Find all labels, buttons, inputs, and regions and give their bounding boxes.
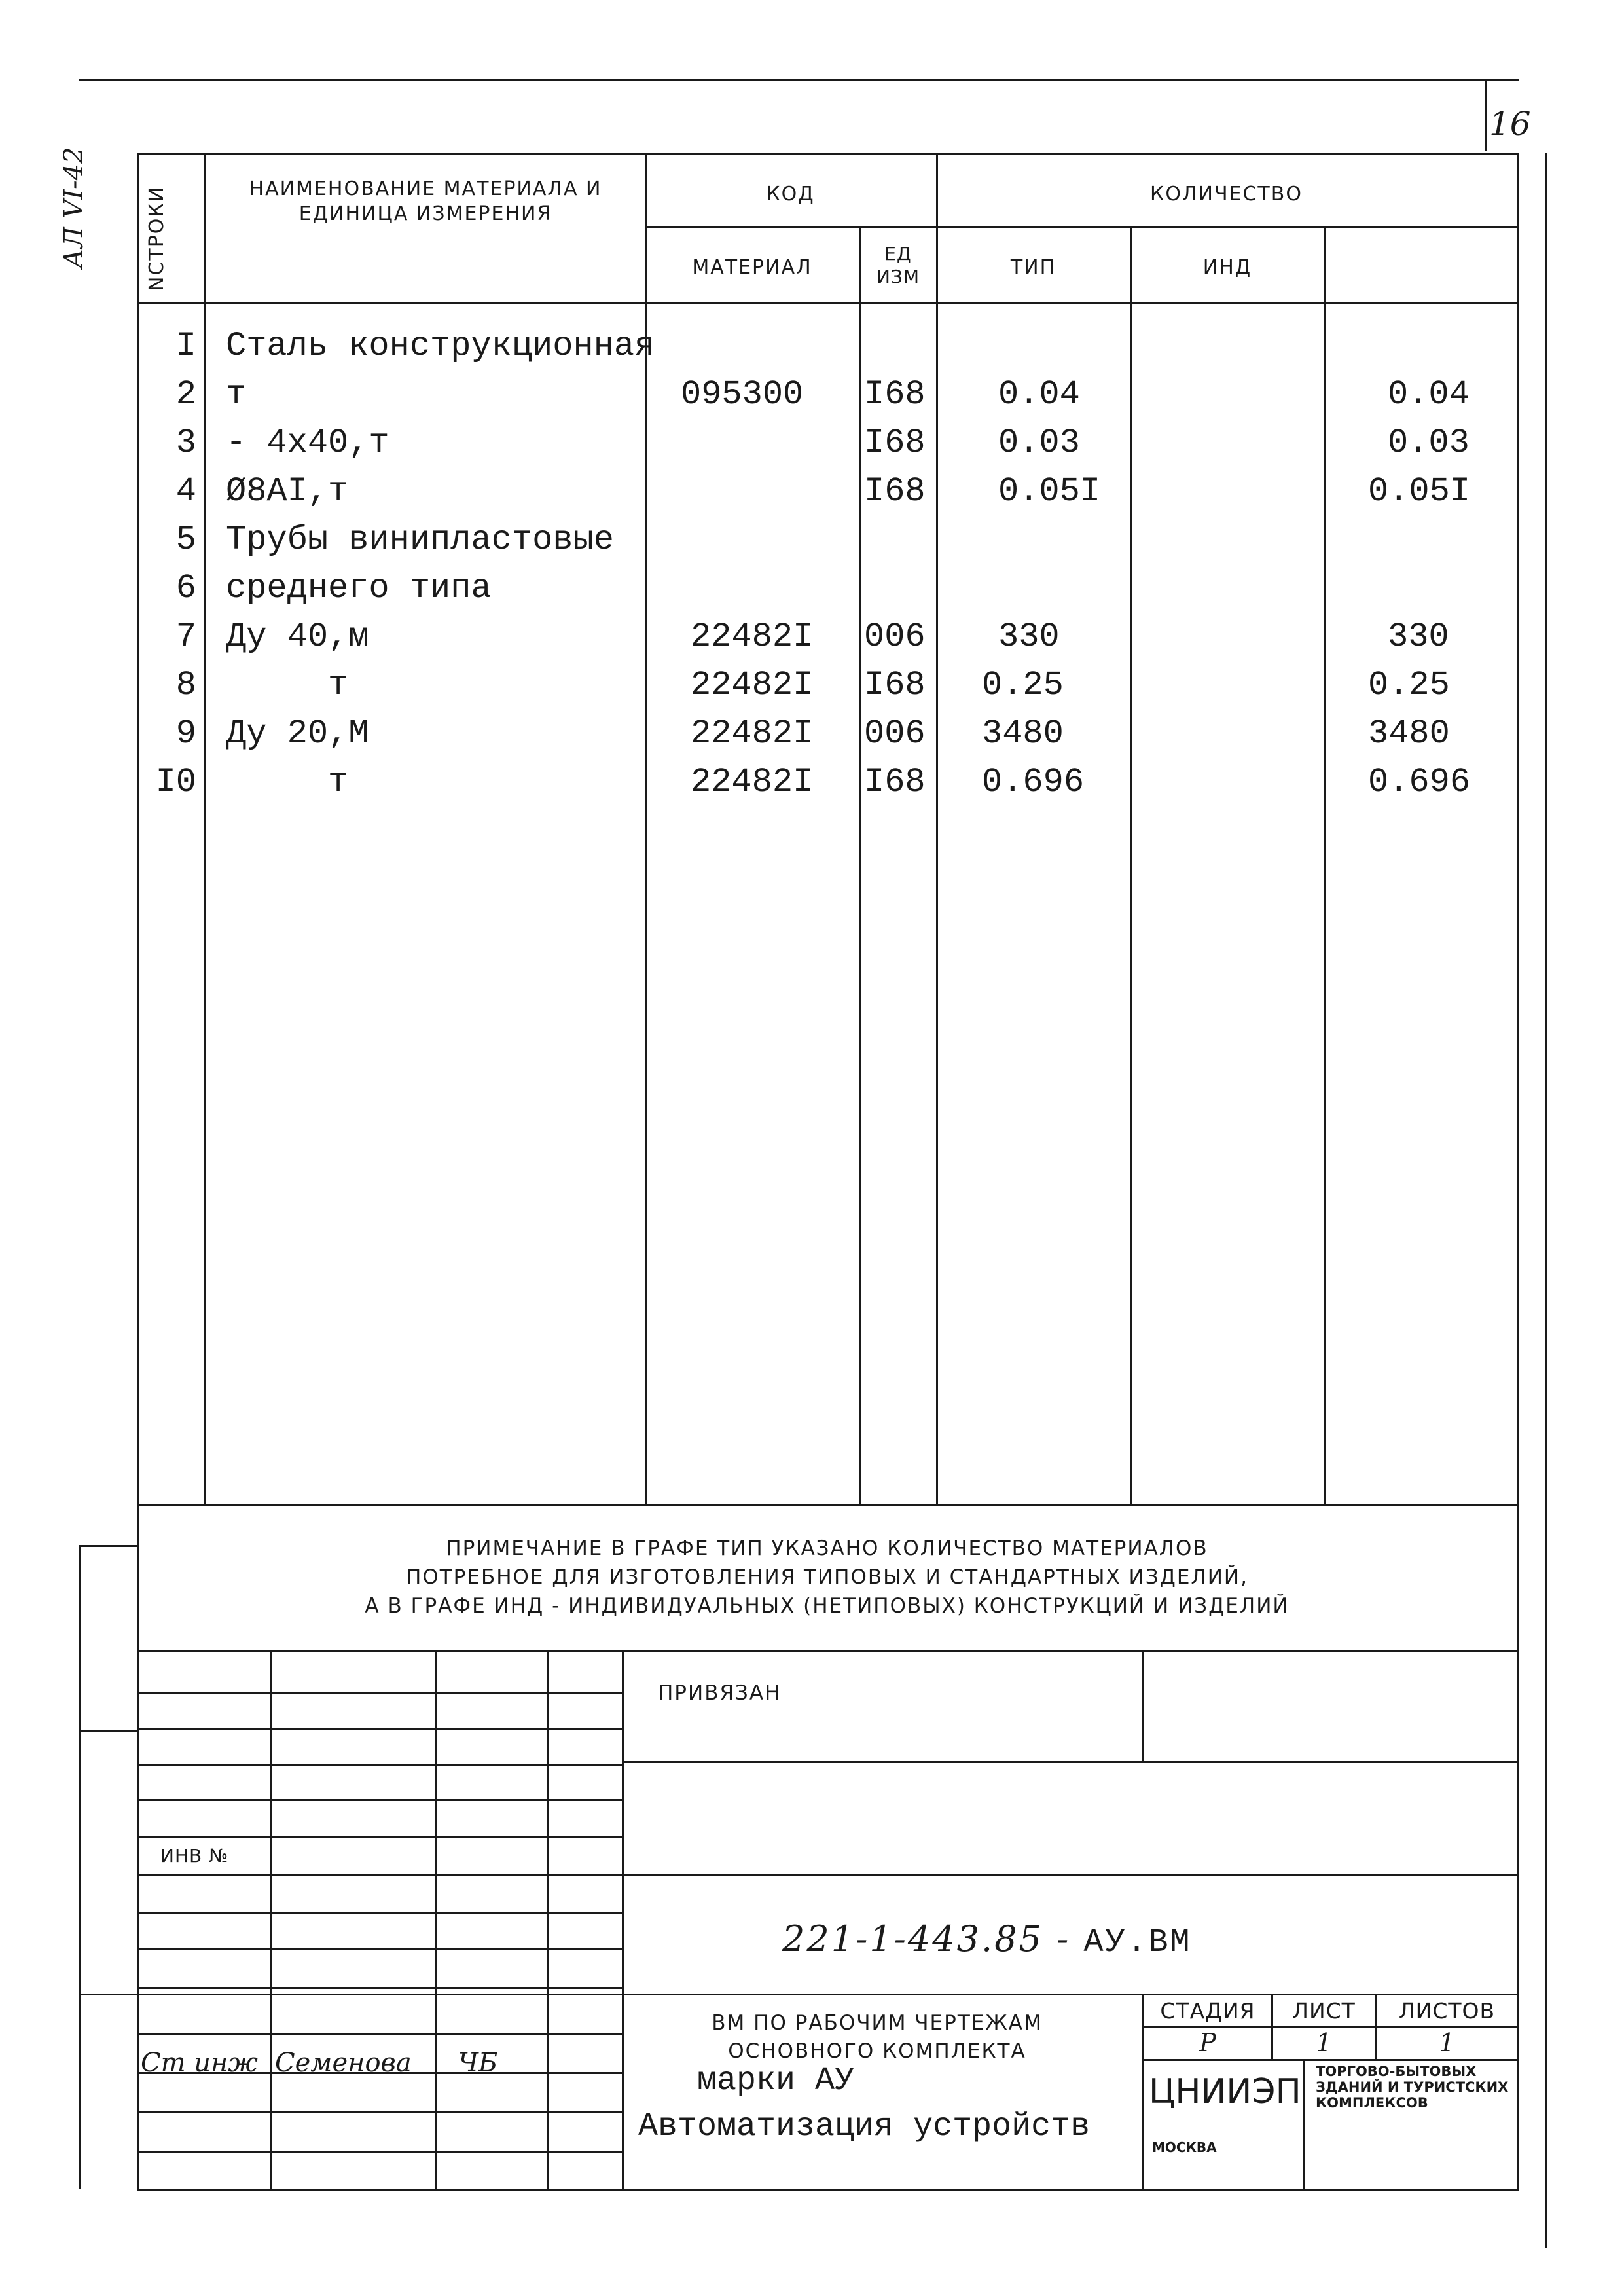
- header-row-no: NСТРОКИ: [145, 185, 168, 291]
- document-code-suffix: АУ.ВМ: [1083, 1924, 1192, 1961]
- page-number-box: [1485, 79, 1487, 151]
- title-line-3: марки АУ: [697, 2062, 855, 2100]
- stamp-row: [137, 1692, 623, 1694]
- row-name: Ду 20,М: [226, 714, 369, 753]
- signer-surname: Семенова: [275, 2048, 412, 2078]
- row-unit: 006: [864, 617, 926, 656]
- top-rule: [79, 79, 1519, 81]
- frame-right: [1517, 153, 1519, 2189]
- row-name: - 4x40,т: [226, 424, 389, 462]
- row-unit: I68: [864, 472, 926, 511]
- stamp-row: [137, 1836, 623, 1838]
- row-name: т: [226, 666, 349, 704]
- margin-rule-1: [79, 1545, 139, 1547]
- row-number: 6: [175, 569, 196, 608]
- inv-no-label: ИНВ №: [160, 1845, 229, 1867]
- row-unit: 006: [864, 714, 926, 753]
- row-total: 0.696: [1368, 763, 1471, 801]
- sheet-label: ЛИСТ: [1292, 1998, 1356, 2024]
- header-name: НАИМЕНОВАНИЕ МАТЕРИАЛА И ЕДИНИЦА ИЗМЕРЕНИЯ: [249, 177, 602, 225]
- row-name: т: [226, 763, 349, 801]
- row-number: 2: [175, 375, 196, 414]
- header-typ: ТИП: [1010, 256, 1056, 279]
- stage-value-rule: [1142, 2059, 1519, 2061]
- document-code-handwritten: 221-1-443.85 -: [782, 1918, 1071, 1959]
- margin-rule-3: [79, 1994, 139, 1995]
- row-unit: I68: [864, 763, 926, 801]
- stamp-col-3: [547, 1650, 549, 2189]
- stamp-row: [137, 1987, 623, 1989]
- title-line-2: ОСНОВНОГО КОМПЛЕКТА: [728, 2039, 1026, 2063]
- header-unit: ЕД ИЗМ: [876, 243, 920, 287]
- row-typ: 0.04: [998, 375, 1080, 414]
- row-number: 8: [175, 666, 196, 704]
- stamp-col-2: [435, 1650, 437, 2189]
- signature: ЧБ: [458, 2048, 498, 2078]
- header-quantity: КОЛИЧЕСТВО: [1150, 183, 1303, 206]
- row-unit: I68: [864, 375, 926, 414]
- row-typ: 330: [998, 617, 1060, 656]
- row-material: 22482I: [691, 666, 814, 704]
- stamp-row-full: [137, 1994, 1519, 1995]
- col-rule-1: [204, 153, 206, 1504]
- side-code: АЛ VI-42: [59, 147, 89, 268]
- row-unit: I68: [864, 666, 926, 704]
- note-line-1: ПРИМЕЧАНИЕ В ГРАФЕ ТИП УКАЗАНО КОЛИЧЕСТВО МАТЕРИАЛОВ: [446, 1537, 1208, 1560]
- privyazan-label: ПРИВЯЗАН: [658, 1681, 782, 1705]
- frame-left: [137, 153, 139, 2189]
- row-typ: 0.696: [982, 763, 1085, 801]
- title-line-4: Автоматизация устройств: [638, 2108, 1091, 2145]
- stamp-row: [137, 2111, 623, 2113]
- row-total: 0.03: [1388, 424, 1470, 462]
- sheets-label: ЛИСТОВ: [1398, 1998, 1496, 2024]
- col-rule-3: [859, 226, 861, 1504]
- row-unit: I68: [864, 424, 926, 462]
- title-line-1: ВМ ПО РАБОЧИМ ЧЕРТЕЖАМ: [712, 2011, 1043, 2035]
- org-description: ТОРГОВО-БЫТОВЫХ ЗДАНИЙ И ТУРИСТСКИХ КОМПЛЕКСОВ: [1316, 2064, 1509, 2111]
- stamp-row: [137, 1764, 623, 1766]
- row-material: 095300: [681, 375, 804, 414]
- sheet-value: 1: [1316, 2028, 1332, 2057]
- col-rule-4: [936, 153, 938, 1504]
- stage-value: Р: [1199, 2028, 1216, 2057]
- col-rule-6: [1324, 226, 1326, 1504]
- row-total: 0.25: [1368, 666, 1450, 704]
- sheets-value: 1: [1439, 2028, 1455, 2057]
- org-city: МОСКВА: [1152, 2140, 1217, 2155]
- header-ind: ИНД: [1202, 256, 1252, 279]
- row-number: 3: [175, 424, 196, 462]
- row-name: Ø8AI,т: [226, 472, 349, 511]
- col-rule-5: [1130, 226, 1132, 1504]
- row-typ: 0.03: [998, 424, 1080, 462]
- row-number: I0: [155, 763, 196, 801]
- margin-rule-2: [79, 1730, 139, 1732]
- stamp-row: [137, 2151, 623, 2153]
- row-number: I: [175, 327, 196, 365]
- row-name: Ду 40,м: [226, 617, 369, 656]
- note-top-rule: [137, 1504, 1519, 1506]
- stamp-col-1: [270, 1650, 272, 2189]
- signer-role: Ст инж: [141, 2048, 258, 2078]
- stamp-top-rule: [137, 1650, 1519, 1652]
- row-name: Сталь конструкционная: [226, 327, 655, 365]
- stamp-row: [137, 1948, 623, 1950]
- row-typ: 0.05I: [998, 472, 1101, 511]
- stage-label: СТАДИЯ: [1160, 1998, 1255, 2024]
- stamp-row-full: [137, 1874, 1519, 1876]
- outer-margin-line: [1545, 153, 1547, 2248]
- row-total: 330: [1388, 617, 1449, 656]
- row-material: 22482I: [691, 714, 814, 753]
- note-line-2: ПОТРЕБНОЕ ДЛЯ ИЗГОТОВЛЕНИЯ ТИПОВЫХ И СТАНДАРТНЫХ ИЗДЕЛИЙ,: [406, 1565, 1248, 1589]
- stamp-row: [137, 1912, 623, 1914]
- stamp-bottom-rule: [137, 2189, 1519, 2191]
- stamp-col-4: [622, 1650, 624, 2189]
- header-bottom-rule: [137, 302, 1519, 304]
- stamp-row: [137, 1728, 623, 1730]
- row-name: среднего типа: [226, 569, 492, 608]
- row-typ: 3480: [982, 714, 1064, 753]
- header-material: МАТЕРИАЛ: [692, 256, 812, 279]
- row-number: 4: [175, 472, 196, 511]
- row-material: 22482I: [691, 617, 814, 656]
- row-name: т: [226, 375, 247, 414]
- frame-top: [137, 153, 1519, 155]
- stamp-row: [137, 2033, 623, 2035]
- row-number: 9: [175, 714, 196, 753]
- privyazan-divider: [1142, 1650, 1144, 1762]
- org-name: ЦНИИЭП: [1149, 2072, 1301, 2111]
- row-material: 22482I: [691, 763, 814, 801]
- row-number: 5: [175, 520, 196, 559]
- row-total: 3480: [1368, 714, 1450, 753]
- row-total: 0.05I: [1368, 472, 1471, 511]
- row-typ: 0.25: [982, 666, 1064, 704]
- header-sub-rule: [645, 226, 1519, 228]
- org-divider: [1303, 2059, 1305, 2189]
- header-code: КОД: [766, 183, 815, 206]
- row-name: Трубы винипластовые: [226, 520, 614, 559]
- page-number: 16: [1489, 105, 1531, 143]
- document-code: [782, 1918, 1191, 1961]
- privyazan-bottom-rule: [622, 1761, 1519, 1763]
- note-line-3: А В ГРАФЕ ИНД - ИНДИВИДУАЛЬНЫХ (НЕТИПОВЫХ) КОНСТРУКЦИЙ И ИЗДЕЛИЙ: [365, 1594, 1290, 1618]
- row-total: 0.04: [1388, 375, 1470, 414]
- margin-vertical: [79, 1545, 81, 2189]
- row-number: 7: [175, 617, 196, 656]
- stamp-row: [137, 1799, 623, 1801]
